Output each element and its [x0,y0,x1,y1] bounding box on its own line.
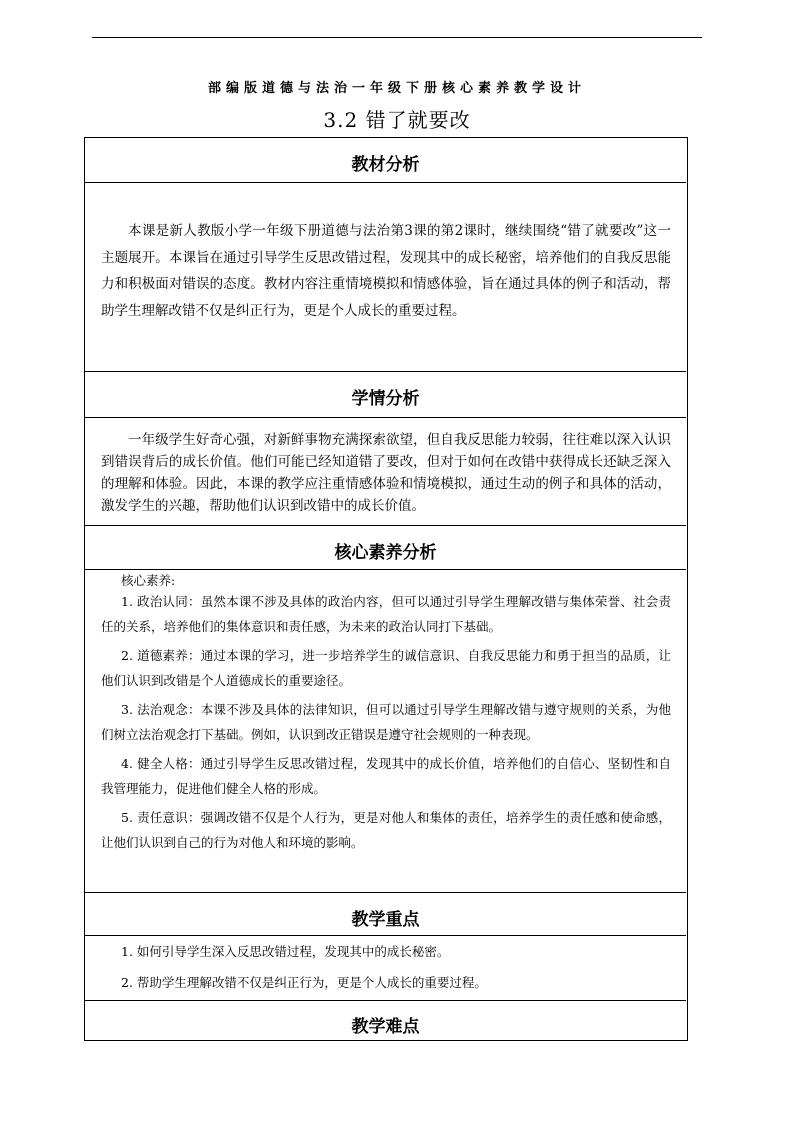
textbook-analysis-text: 本课是新人教版小学一年级下册道德与法治第3课的第2课时，继续围绕“错了就要改”这一主题展开。本课旨在通过引导学生反思改错过程，发现其中的成长秘密，培养他们的自我反思能力和积极面对错误的态度。教材内容注重情境模拟和情感体验，旨在通过具体的例子和活动，帮助学生理解改错不仅是纠正行为，更是个人成长的重要过程。 [101,223,671,319]
section-heading-learner-analysis: 学情分析 [351,389,420,409]
core-literacy-item: 2. 道德素养：通过本课的学习，进一步培养学生的诚信意识、自我反思能力和勇于担当的品质，让他们认识到改错是个人道德成长的重要途径。 [101,648,671,688]
table-divider [85,525,686,526]
table-divider [85,892,686,893]
table-divider [85,1000,686,1001]
learner-analysis-text: 一年级学生好奇心强，对新鲜事物充满探索欲望，但自我反思能力较弱，往往难以深入认识到错误背后的成长价值。他们可能已经知道错了要改，但对于如何在改错中获得成长还缺乏深入的理解和体验。因此，本课的教学应注重情感体验和情境模拟，通过生动的例子和具体的活动，激发学生的兴趣，帮助他们认识到改错中的成长价值。 [101,432,671,514]
table-divider [85,417,686,418]
section-heading-textbook-analysis: 教材分析 [351,155,420,175]
section-heading-difficulties: 教学难点 [351,1017,420,1037]
core-literacy-item: 1. 政治认同：虽然本课不涉及具体的政治内容，但可以通过引导学生理解改错与集体荣誉、社会责任的关系，培养他们的集体意识和责任感，为未来的政治认同打下基础。 [101,594,671,634]
key-point-item: 1. 如何引导学生深入反思改错过程，发现其中的成长秘密。 [121,944,450,959]
table-divider [85,935,686,936]
lesson-plan-table [84,137,688,1041]
section-heading-core-literacy: 核心素养分析 [334,543,437,563]
key-point-item: 2. 帮助学生理解改错不仅是纠正行为，更是个人成长的重要过程。 [121,975,487,990]
table-divider [85,569,686,570]
core-literacy-item: 3. 法治观念：本课不涉及具体的法律知识，但可以通过引导学生理解改错与遵守规则的关系，为他们树立法治观念打下基础。例如，认识到改正错误是遵守社会规则的一种表现。 [101,702,671,742]
core-literacy-item: 5. 责任意识：强调改错不仅是个人行为，更是对他人和集体的责任，培养学生的责任感和使命感，让他们认识到自己的行为对他人和环境的影响。 [101,810,671,850]
table-divider [85,371,686,372]
section-heading-key-points: 教学重点 [351,910,420,930]
core-literacy-label: 核心素养: [121,573,176,588]
core-literacy-item: 4. 健全人格：通过引导学生反思改错过程，发现其中的成长价值，培养他们的自信心、坚韧性和自我管理能力，促进他们健全人格的形成。 [101,756,671,796]
table-divider [85,182,686,183]
document-subtitle: 部编版道德与法治一年级下册核心素养教学设计 [207,81,586,96]
header-rule [92,37,702,38]
document-title: 3.2 错了就要改 [323,108,471,132]
